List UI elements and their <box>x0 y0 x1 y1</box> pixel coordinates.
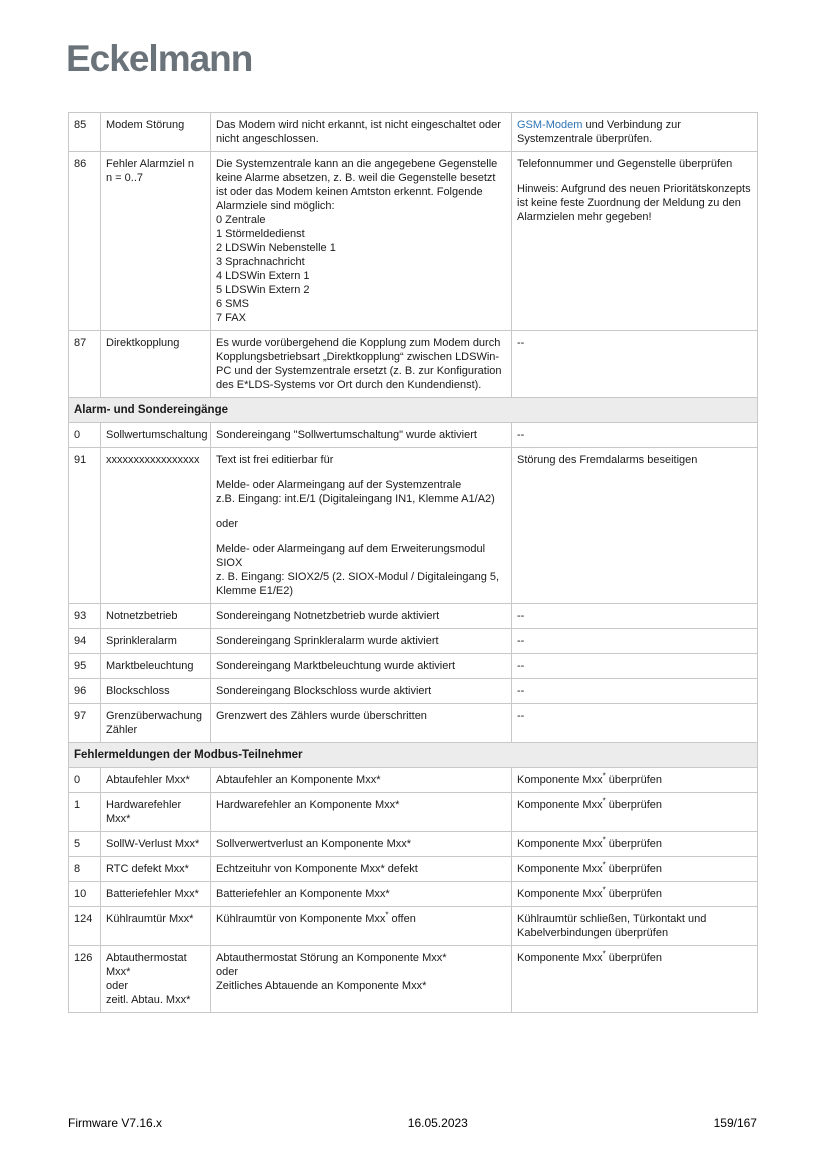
error-remedy-cell <box>512 113 758 152</box>
cell-paragraph: Sollwertumschaltung <box>106 429 208 441</box>
error-label-cell <box>101 704 211 743</box>
cell-paragraph: 8 <box>74 863 81 875</box>
error-remedy-cell <box>512 654 758 679</box>
error-code-cell <box>69 331 101 398</box>
cell-paragraph: Melde- oder Alarmeingang auf dem Erweiterungsmodul SIOX z. B. Eingang: SIOX2/5 (2. SIOX-Modul / Digitaleingang 5, Klemme E1/E2) <box>216 543 500 597</box>
table-row <box>69 331 758 398</box>
cell-paragraph: Hardwarefehler Mxx* <box>106 799 182 825</box>
cell-paragraph: xxxxxxxxxxxxxxxxx <box>106 454 200 466</box>
table-row <box>69 768 758 793</box>
error-label-cell <box>101 629 211 654</box>
cell-paragraph: -- <box>517 710 525 722</box>
cell-paragraph: Störung des Fremdalarms beseitigen <box>517 454 698 466</box>
cell-paragraph: Komponente Mxx* überprüfen <box>517 949 662 964</box>
footer-firmware-version: Firmware V7.16.x <box>68 1116 163 1130</box>
error-label-cell <box>101 331 211 398</box>
error-remedy-cell <box>512 152 758 331</box>
superscript-asterisk: * <box>602 796 606 806</box>
table-row <box>69 704 758 743</box>
table-row <box>69 423 758 448</box>
footer-date: 16.05.2023 <box>407 1116 468 1130</box>
error-remedy-cell <box>512 679 758 704</box>
error-label-cell <box>101 152 211 331</box>
cell-paragraph: 124 <box>74 913 93 925</box>
cell-paragraph: Telefonnummer und Gegenstelle überprüfen <box>517 158 733 170</box>
error-label-cell <box>101 882 211 907</box>
section-header-row <box>69 743 758 768</box>
error-description-cell <box>211 423 512 448</box>
superscript-asterisk: * <box>602 949 606 959</box>
cell-paragraph: oder <box>216 518 239 530</box>
table-row <box>69 604 758 629</box>
cell-paragraph: Sondereingang "Sollwertumschaltung" wurde aktiviert <box>216 429 477 441</box>
error-remedy-cell <box>512 793 758 832</box>
table-row <box>69 654 758 679</box>
cell-paragraph: Abtauthermostat Mxx* oder zeitl. Abtau. Mxx* <box>106 952 191 1006</box>
error-label-cell <box>101 423 211 448</box>
footer-page-number: 159/167 <box>713 1116 757 1130</box>
cell-paragraph: Abtaufehler Mxx* <box>106 774 190 786</box>
section-title: Alarm- und Sondereingänge <box>69 398 758 423</box>
cell-paragraph: Melde- oder Alarmeingang auf der Systemzentrale z.B. Eingang: int.E/1 (Digitaleingang IN1, Klemme A1/A2) <box>216 479 495 505</box>
cell-paragraph: 95 <box>74 660 87 672</box>
error-code-cell <box>69 704 101 743</box>
table-row <box>69 946 758 1013</box>
cell-paragraph: -- <box>517 337 525 349</box>
error-description-cell <box>211 832 512 857</box>
error-description-cell <box>211 331 512 398</box>
company-logo: Eckelmann <box>66 38 253 79</box>
error-code-cell <box>69 882 101 907</box>
error-table-body <box>69 113 758 1013</box>
error-code-cell <box>69 604 101 629</box>
error-code-cell <box>69 654 101 679</box>
cell-paragraph: 93 <box>74 610 87 622</box>
cell-paragraph: GSM-Modem und Verbindung zur Systemzentrale überprüfen. <box>517 119 681 145</box>
error-code-cell <box>69 832 101 857</box>
error-remedy-cell <box>512 857 758 882</box>
error-label-cell <box>101 946 211 1013</box>
cell-paragraph: 126 <box>74 952 93 964</box>
error-code-cell <box>69 113 101 152</box>
table-row <box>69 882 758 907</box>
cell-paragraph: -- <box>517 660 525 672</box>
cell-paragraph: Notnetzbetrieb <box>106 610 178 622</box>
error-code-cell <box>69 152 101 331</box>
cell-paragraph: Modem Störung <box>106 119 185 131</box>
error-description-cell <box>211 113 512 152</box>
cell-paragraph: Batteriefehler Mxx* <box>106 888 199 900</box>
cell-paragraph: Abtaufehler an Komponente Mxx* <box>216 774 381 786</box>
cell-paragraph: Sondereingang Blockschloss wurde aktiviert <box>216 685 432 697</box>
cell-paragraph: 91 <box>74 454 87 466</box>
error-label-cell <box>101 768 211 793</box>
cell-paragraph: 94 <box>74 635 87 647</box>
error-code-cell <box>69 448 101 604</box>
error-code-cell <box>69 907 101 946</box>
cell-paragraph: Kühlraumtür Mxx* <box>106 913 194 925</box>
gsm-modem-link[interactable]: GSM-Modem <box>517 119 583 131</box>
cell-paragraph: -- <box>517 610 525 622</box>
error-description-cell <box>211 679 512 704</box>
cell-paragraph: Kühlraumtür schließen, Türkontakt und Kabelverbindungen überprüfen <box>517 913 707 939</box>
error-label-cell <box>101 832 211 857</box>
cell-paragraph: Grenzüberwachung Zähler <box>106 710 203 736</box>
cell-paragraph: Echtzeituhr von Komponente Mxx* defekt <box>216 863 418 875</box>
error-code-cell <box>69 793 101 832</box>
superscript-asterisk: * <box>602 860 606 870</box>
error-remedy-cell <box>512 704 758 743</box>
error-description-cell <box>211 768 512 793</box>
table-row <box>69 629 758 654</box>
error-remedy-cell <box>512 768 758 793</box>
error-label-cell <box>101 907 211 946</box>
cell-paragraph: -- <box>517 685 525 697</box>
superscript-asterisk: * <box>602 885 606 895</box>
error-remedy-cell <box>512 604 758 629</box>
cell-paragraph: Marktbeleuchtung <box>106 660 194 672</box>
error-remedy-cell <box>512 423 758 448</box>
error-label-cell <box>101 113 211 152</box>
cell-paragraph: Text ist frei editierbar für <box>216 454 334 466</box>
error-remedy-cell <box>512 946 758 1013</box>
table-row <box>69 679 758 704</box>
cell-paragraph: 87 <box>74 337 87 349</box>
table-row <box>69 857 758 882</box>
error-remedy-cell <box>512 882 758 907</box>
cell-paragraph: 86 <box>74 158 87 170</box>
error-description-cell <box>211 448 512 604</box>
cell-paragraph: Hardwarefehler an Komponente Mxx* <box>216 799 400 811</box>
cell-paragraph: Blockschloss <box>106 685 170 697</box>
cell-paragraph: 0 <box>74 774 81 786</box>
cell-paragraph: 97 <box>74 710 87 722</box>
error-label-cell <box>101 604 211 629</box>
cell-paragraph: Das Modem wird nicht erkannt, ist nicht eingeschaltet oder nicht angeschlossen. <box>216 119 501 145</box>
error-label-cell <box>101 857 211 882</box>
error-label-cell <box>101 793 211 832</box>
error-code-cell <box>69 768 101 793</box>
error-remedy-cell <box>512 832 758 857</box>
cell-paragraph: Sondereingang Marktbeleuchtung wurde aktiviert <box>216 660 456 672</box>
superscript-asterisk: * <box>385 910 389 920</box>
table-row <box>69 113 758 152</box>
error-description-cell <box>211 152 512 331</box>
error-description-cell <box>211 704 512 743</box>
cell-paragraph: Sprinkleralarm <box>106 635 177 647</box>
error-description-cell <box>211 793 512 832</box>
error-label-cell <box>101 679 211 704</box>
cell-paragraph: 0 <box>74 429 81 441</box>
cell-paragraph: Abtauthermostat Störung an Komponente Mxx* oder Zeitliches Abtauende an Komponente Mxx* <box>216 952 447 992</box>
cell-paragraph: -- <box>517 635 525 647</box>
cell-paragraph: Komponente Mxx* überprüfen <box>517 885 662 900</box>
error-remedy-cell <box>512 629 758 654</box>
error-description-cell <box>211 857 512 882</box>
cell-paragraph: Kühlraumtür von Komponente Mxx* offen <box>216 910 416 925</box>
error-code-table <box>68 112 758 1013</box>
cell-paragraph: Direktkopplung <box>106 337 180 349</box>
superscript-asterisk: * <box>602 771 606 781</box>
cell-paragraph: 5 <box>74 838 81 850</box>
table-row <box>69 793 758 832</box>
error-code-cell <box>69 423 101 448</box>
cell-paragraph: Sondereingang Notnetzbetrieb wurde aktiviert <box>216 610 440 622</box>
section-title: Fehlermeldungen der Modbus-Teilnehmer <box>69 743 758 768</box>
superscript-asterisk: * <box>602 835 606 845</box>
error-label-cell <box>101 654 211 679</box>
cell-paragraph: Es wurde vorübergehend die Kopplung zum Modem durch Kopplungsbetriebsart „Direktkopplung“ zwischen LDSWin-PC und der Systemzentrale ersetzt (z. B. zur Konfiguration des E*LDS-Systems vor Ort durch den Kundendienst). <box>216 337 502 391</box>
page-footer <box>68 1116 757 1130</box>
table-row <box>69 448 758 604</box>
cell-paragraph: RTC defekt Mxx* <box>106 863 189 875</box>
error-description-cell <box>211 629 512 654</box>
cell-paragraph: Komponente Mxx* überprüfen <box>517 835 662 850</box>
error-description-cell <box>211 946 512 1013</box>
cell-paragraph: Komponente Mxx* überprüfen <box>517 771 662 786</box>
cell-paragraph: Hinweis: Aufgrund des neuen Prioritätskonzepts ist keine feste Zuordnung der Meldung zu den Alarmzielen mehr gegeben! <box>517 183 751 223</box>
cell-paragraph: 96 <box>74 685 87 697</box>
error-code-cell <box>69 629 101 654</box>
cell-paragraph: SollW-Verlust Mxx* <box>106 838 200 850</box>
error-remedy-cell <box>512 331 758 398</box>
error-description-cell <box>211 907 512 946</box>
error-description-cell <box>211 604 512 629</box>
error-code-cell <box>69 679 101 704</box>
table-row <box>69 907 758 946</box>
cell-paragraph: Sondereingang Sprinkleralarm wurde aktiviert <box>216 635 439 647</box>
error-description-cell <box>211 654 512 679</box>
cell-paragraph: Fehler Alarmziel n n = 0..7 <box>106 158 195 184</box>
table-row <box>69 832 758 857</box>
cell-paragraph: Die Systemzentrale kann an die angegebene Gegenstelle keine Alarme absetzen, z. B. weil die Gegenstelle besetzt ist oder das Modem keinen Amtston erkennt. Folgende Alarmziele sind möglich: 0 Zentrale 1 Störmeldedienst 2 LDSWin Nebenstelle 1 3 Sprachnachricht 4 LDSWin Extern 1 5 LDSWin Extern 2 6 SMS 7 FAX <box>216 158 498 324</box>
error-code-cell <box>69 857 101 882</box>
section-header-row <box>69 398 758 423</box>
cell-paragraph: -- <box>517 429 525 441</box>
error-code-cell <box>69 946 101 1013</box>
error-description-cell <box>211 882 512 907</box>
cell-paragraph: Grenzwert des Zählers wurde überschritten <box>216 710 427 722</box>
cell-paragraph: Batteriefehler an Komponente Mxx* <box>216 888 390 900</box>
error-remedy-cell <box>512 907 758 946</box>
table-row <box>69 152 758 331</box>
cell-paragraph: Sollverwertverlust an Komponente Mxx* <box>216 838 412 850</box>
error-remedy-cell <box>512 448 758 604</box>
cell-paragraph: 10 <box>74 888 87 900</box>
cell-paragraph: Komponente Mxx* überprüfen <box>517 860 662 875</box>
cell-paragraph: 85 <box>74 119 87 131</box>
error-label-cell <box>101 448 211 604</box>
cell-paragraph: Komponente Mxx* überprüfen <box>517 796 662 811</box>
cell-paragraph: 1 <box>74 799 81 811</box>
